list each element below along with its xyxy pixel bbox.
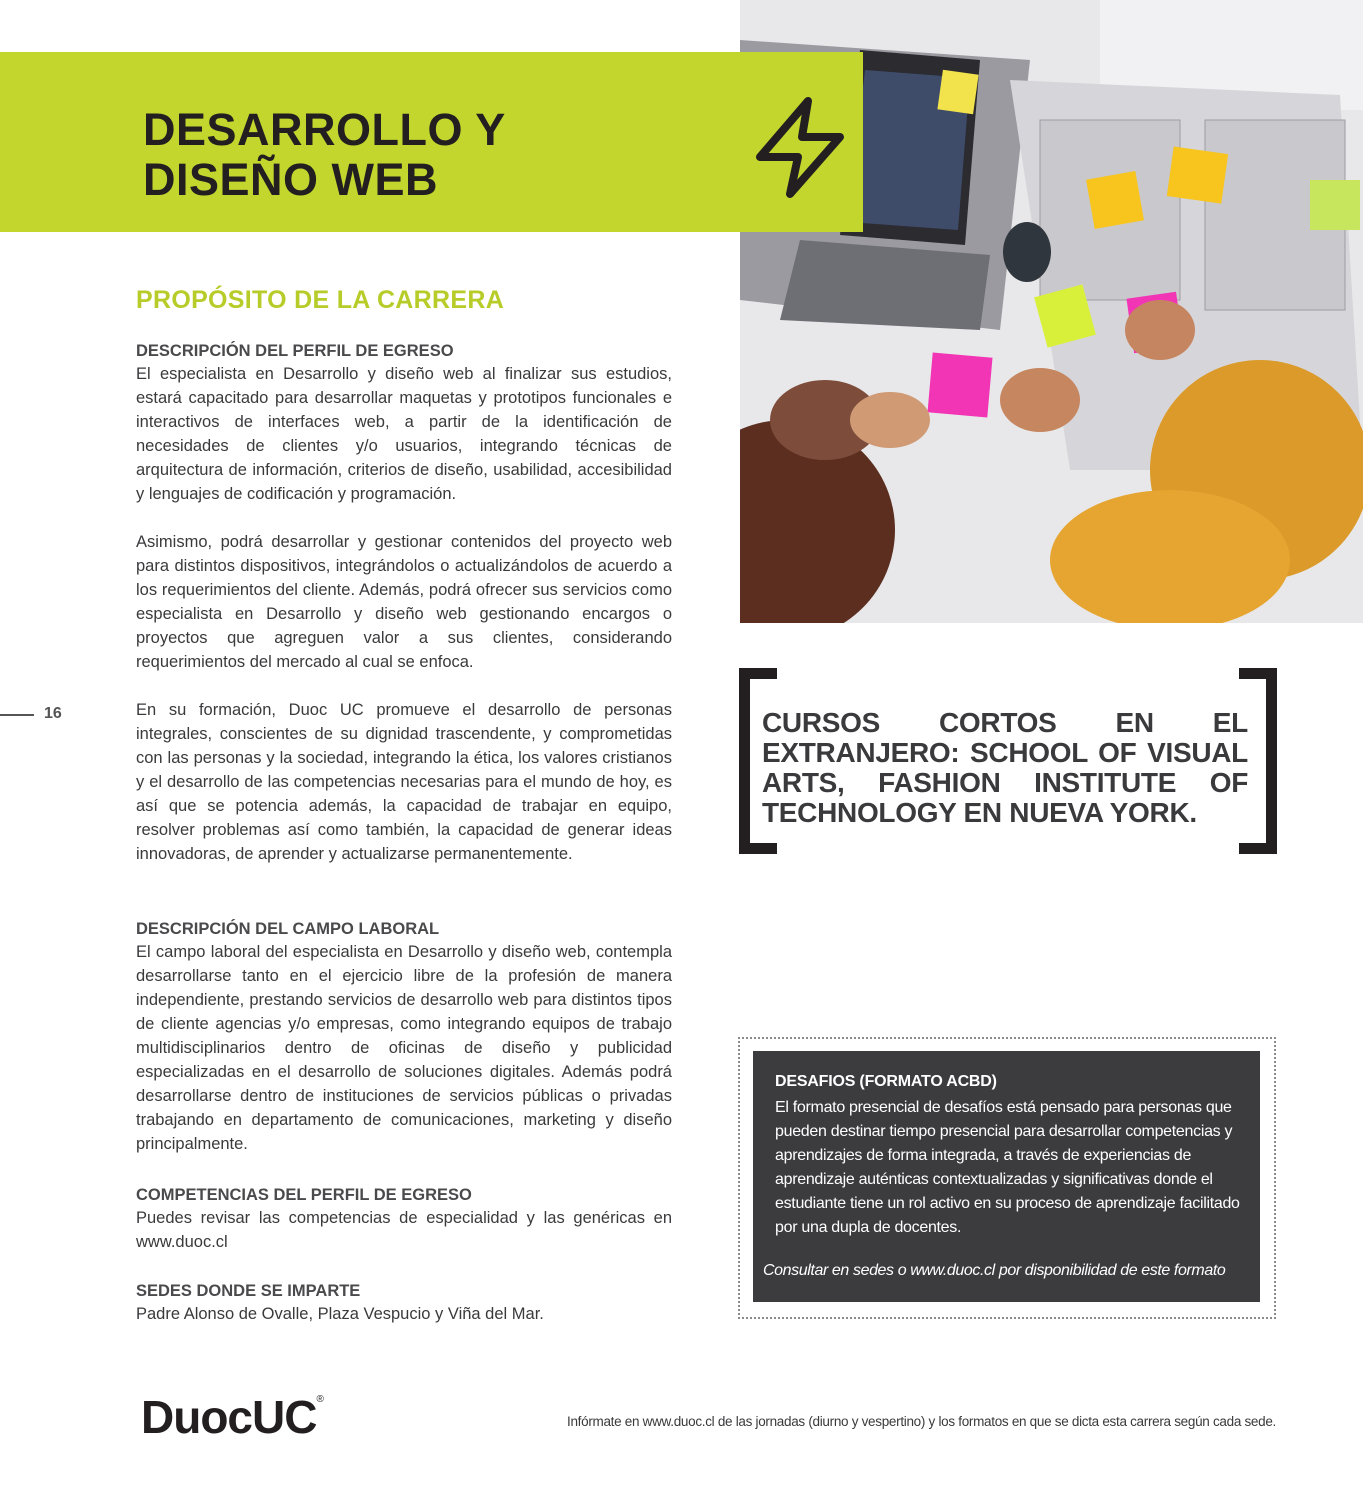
highlight-text: CURSOS CORTOS EN EL EXTRANJERO: SCHOOL OF VISUAL ARTS, FASHION INSTITUTE OF TECHNOLOGY EN NUEVA YORK. [762,707,1248,828]
logo-text: DuocUC [141,1391,317,1443]
competencias-heading: COMPETENCIAS DEL PERFIL DE EGRESO [136,1186,472,1204]
page-number-rule [0,714,34,716]
desafios-note: Consultar en sedes o www.duoc.cl por disponibilidad de este formato [763,1262,1226,1279]
page-number [0,705,70,725]
desafios-text: El formato presencial de desafíos está pensado para personas que pueden destinar tiempo presencial para desarrollar competencias y aprendizajes de forma integrada, a través de experiencias de aprendizaje auténticas contextualizadas y significativas donde el estudiante tiene un rol activo en su proceso de aprendizaje facilitado por una dupla de docentes. [775,1099,1240,1236]
registered-mark: ® [316,1394,323,1405]
page-number-text: 16 [44,705,62,722]
lightning-bolt-icon [750,95,850,200]
highlight-callout [739,668,1277,854]
footer-note: Infórmate en www.duoc.cl de las jornadas (diurno y vespertino) y los formatos en que se dicta esta carrera según cada sede. [567,1414,1276,1429]
campo-laboral-heading: DESCRIPCIÓN DEL CAMPO LABORAL [136,920,440,938]
perfil-egreso-paragraph-3: En su formación, Duoc UC promueve el desarrollo de personas integrales, conscientes de su dignidad trascendente, y comprometidas con las personas y la sociedad, integrando la ética, los valores cristianos y el desarrollo de las competencias necesarias para el mundo de hoy, es así que se potencia además, la capacidad de trabajar en equipo, resolver problemas así como también, la capacidad de generar ideas innovadoras, de aprender y actualizarse permanentemente. [136,701,672,863]
page-title [143,105,506,205]
page-title-line-1: DESARROLLO Y [143,104,506,155]
desafios-heading: DESAFIOS (FORMATO ACBD) [775,1073,997,1090]
competencias-section [136,1184,672,1254]
competencias-paragraph: Puedes revisar las competencias de especialidad y las genéricas en www.duoc.cl [136,1209,672,1251]
page-title-line-2: DISEÑO WEB [143,154,439,205]
perfil-egreso-paragraph-1: El especialista en Desarrollo y diseño web al finalizar sus estudios, estará capacitado para desarrollar maquetas y prototipos funcionales e interactivos de interfaces web, a partir de la identificación de necesidades de clientes y/o usuarios, integrando técnicas de arquitectura de información, criterios de diseño, usabilidad, accesibilidad y lenguajes de codificación y programación. [136,365,672,503]
campo-laboral-paragraph: El campo laboral del especialista en Desarrollo y diseño web, contempla desarrollarse tanto en el ejercicio libre de la profesión de manera independiente, prestando servicios de desarrollo web para distintos tipos de cliente agencias y/o empresas, como integrando equipos de trabajo multidisciplinarios dentro de oficinas de diseño y publicidad especializadas en el desarrollo de soluciones digitales. Además podrá desarrollarse dentro de instituciones de servicios públicas o privadas trabajando en departamento de comunicaciones, marketing y diseño principalmente. [136,943,672,1153]
section-title: PROPÓSITO DE LA CARRERA [136,286,505,314]
campo-laboral-section [136,918,672,1156]
sedes-heading: SEDES DONDE SE IMPARTE [136,1282,361,1300]
perfil-egreso-heading: DESCRIPCIÓN DEL PERFIL DE EGRESO [136,342,454,360]
perfil-egreso-paragraph-2: Asimismo, podrá desarrollar y gestionar contenidos del proyecto web para distintos dispositivos, integrándolos o actualizándolos de acuerdo a los requerimientos del cliente. Además, podrá ofrecer sus servicios como especialista en Desarrollo y diseño web gestionando encargos o proyectos que agreguen valor a sus clientes, considerando requerimientos del mercado al cual se enfoca. [136,533,672,671]
sedes-paragraph: Padre Alonso de Ovalle, Plaza Vespucio y Viña del Mar. [136,1305,544,1323]
sedes-section [136,1280,672,1326]
duoc-uc-logo [141,1390,323,1444]
perfil-egreso-section [136,340,672,866]
desafios-panel [753,1051,1260,1302]
